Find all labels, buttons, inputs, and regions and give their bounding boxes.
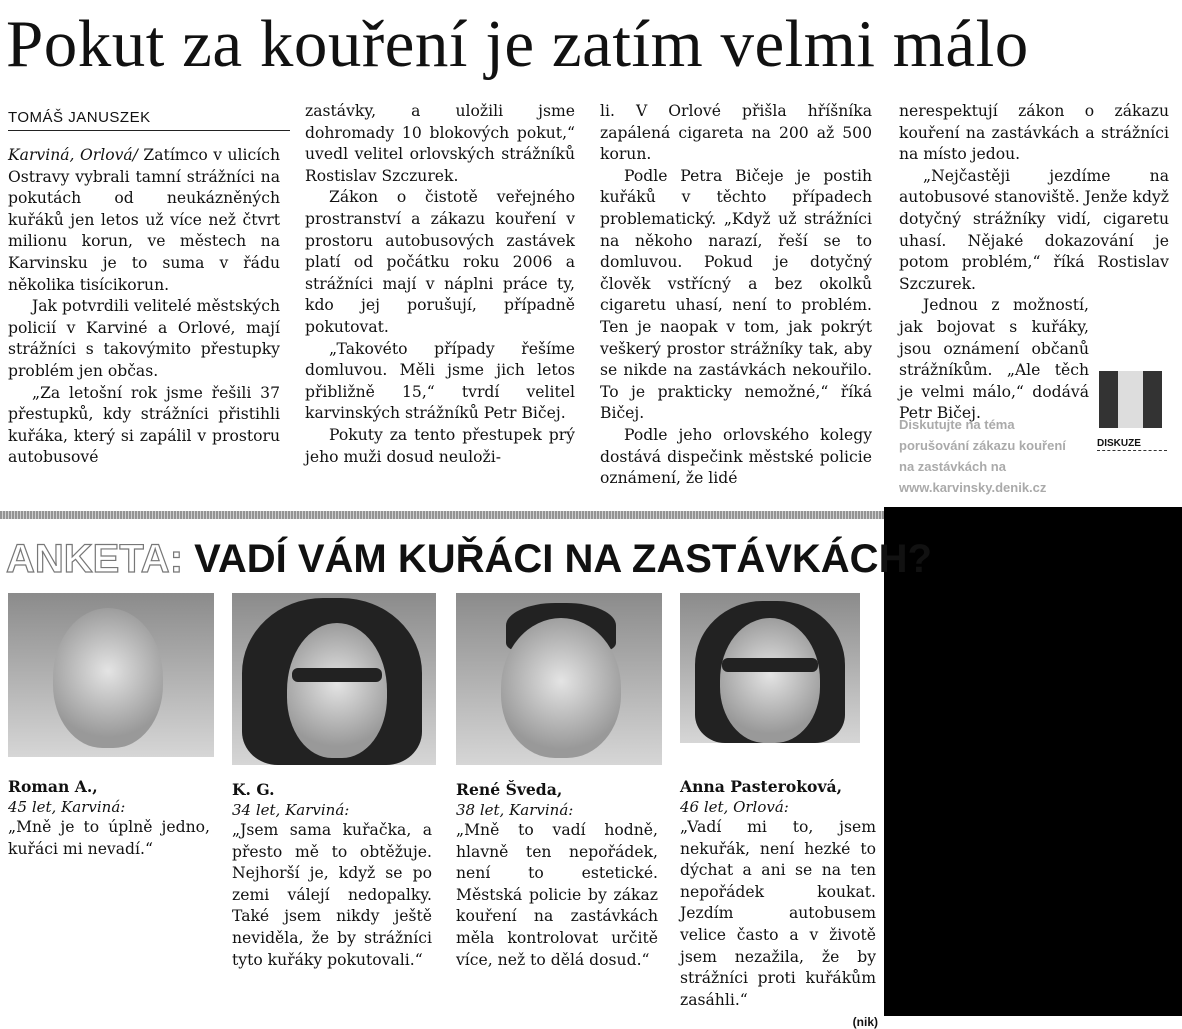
discussion-label: DISKUZE [1097, 438, 1141, 449]
article-column-1 [8, 145, 280, 469]
respondent-meta: 46 let, Orlová: [680, 798, 789, 816]
author-credit: (nik) [852, 1015, 878, 1029]
article-column-2 [305, 101, 575, 468]
poll-question: VADÍ VÁM KUŘÁCI NA ZASTÁVKÁCH? [183, 537, 932, 581]
respondent-3 [456, 780, 662, 971]
respondent-name: Roman A., [8, 777, 98, 796]
black-redaction-block [884, 507, 1182, 1016]
poll-title [6, 535, 932, 583]
headline: Pokut za kouření je zatím velmi málo [6, 7, 1029, 81]
discussion-text: Diskutujte na téma porušování zákazu kouření na zastávkách na www.karvinsky.denik.cz [899, 417, 1066, 495]
respondent-photo-3 [456, 593, 662, 765]
col4-paragraph-2: „Nejčastěji jezdíme na autobusové stanoviště. Jenže když dotyčný strážníky vidí, cigaretu uhasí. Nějaké dokazování je potom problém,“ říká Rostislav Szczurek. [899, 166, 1169, 293]
respondent-meta: 34 let, Karviná: [232, 801, 350, 819]
discussion-photo [1099, 371, 1162, 428]
respondent-4 [680, 777, 878, 1029]
col2-paragraph-2: Zákon o čistotě veřejného prostranství a zákazu kouření v prostoru autobusových zastávek platí od počátku roku 2006 a strážníci mají v náplni práce ty, kdo jej porušují, případně pokutovat. [305, 188, 575, 336]
article-column-3 [600, 101, 872, 490]
respondent-name: Anna Pasteroková, [680, 777, 843, 796]
col1-paragraph-1: Zatímco v ulicích Ostravy vybrali tamní strážníci na pokutách od neukázněných kuřáků jen letos už více než čtvrt milionu korun, ve městech na Karvinsku je to suma v řádu několika tisícikorun. [8, 146, 280, 294]
col3-paragraph-3: Podle jeho orlovského kolegy dostává dispečink městské policie oznámení, že lidé [600, 425, 872, 488]
col2-paragraph-4: Pokuty za tento přestupek prý jeho muži dosud neuloži- [305, 425, 575, 466]
respondent-meta: 45 let, Karviná: [8, 798, 126, 816]
respondent-1 [8, 777, 214, 860]
respondent-meta: 38 let, Karviná: [456, 801, 574, 819]
col1-paragraph-2: Jak potvrdili velitelé městských policií v Karviné a Orlové, mají strážníci s takovýmito přestupky problém jen občas. [8, 297, 280, 380]
respondent-name: K. G. [232, 780, 275, 799]
poll-label: ANKETA: [6, 537, 184, 581]
respondent-quote: „Jsem sama kuřačka, a přesto mě to obtěžuje. Nejhorší je, když se po zemi válejí nedopalky. Také jsem nikdy ještě neviděla, že by strážníci tyto kuřáky pokutovali.“ [232, 821, 432, 969]
respondent-quote: „Vadí mi to, jsem nekuřák, není hezké to dýchat a ani se na ten nepořádek koukat. Jezdím autobusem velice často a v životě jsem nezažila, že by strážníci proti kuřákům zasáhli.“ [680, 818, 876, 1009]
col4-paragraph-3: Jednou z možností, jak bojovat s kuřáky, jsou oznámení občanů strážníkům. „Ale těch je velmi málo,“ dodává Petr Bičej. [899, 296, 1089, 423]
respondent-quote: „Mně to vadí hodně, hlavně ten nepořádek, není to estetické. Městská policie by zákaz kouření na zastávkách měla kontrolovat určitě více, než to dělá dosud.“ [456, 821, 658, 969]
col3-paragraph-2: Podle Petra Bičeje je postih kuřáků v těchto případech problematický. „Když už strážníci na někoho narazí, řeší se to domluvou. Pokud je dotyčný člověk vstřícný a bez okolků cigaretu uhasí, není to problém. Ten je naopak v tom, jak pokrýt veškerý prostor strážníky tak, aby se nikde na zastávkách nekouřilo. To je prakticky nemožné,“ říká Bičej. [600, 166, 872, 423]
dateline: Karviná, Orlová/ [8, 146, 138, 164]
respondent-photo-4 [680, 593, 860, 743]
byline: TOMÁŠ JANUSZEK [8, 109, 290, 131]
respondent-2 [232, 780, 436, 971]
respondent-photo-1 [8, 593, 214, 757]
discussion-divider [1097, 450, 1167, 451]
respondent-photo-2 [232, 593, 436, 765]
col4-paragraph-1: nerespektují zákon o zákazu kouření na zastávkách a strážníci na místo jedou. [899, 102, 1169, 164]
col2-paragraph-1: zastávky, a uložili jsme dohromady 10 blokových pokut,“ uvedl velitel orlovských strážníků Rostislav Szczurek. [305, 102, 575, 185]
respondent-name: René Šveda, [456, 780, 563, 799]
col2-paragraph-3: „Takovéto případy řešíme domluvou. Měli jsme jich letos přibližně 15,“ tvrdí velitel karvinských strážníků Petr Bičej. [305, 339, 575, 423]
respondent-quote: „Mně je to úplně jedno, kuřáci mi nevadí.“ [8, 818, 210, 858]
col1-paragraph-3: „Za letošní rok jsme řešili 37 přestupků, kdy strážníci přistihli kuřáka, který si zapálil v prostoru autobusové [8, 383, 280, 467]
col3-paragraph-1: li. V Orlové přišla hříšníka zapálená cigareta na 200 až 500 korun. [600, 102, 872, 164]
